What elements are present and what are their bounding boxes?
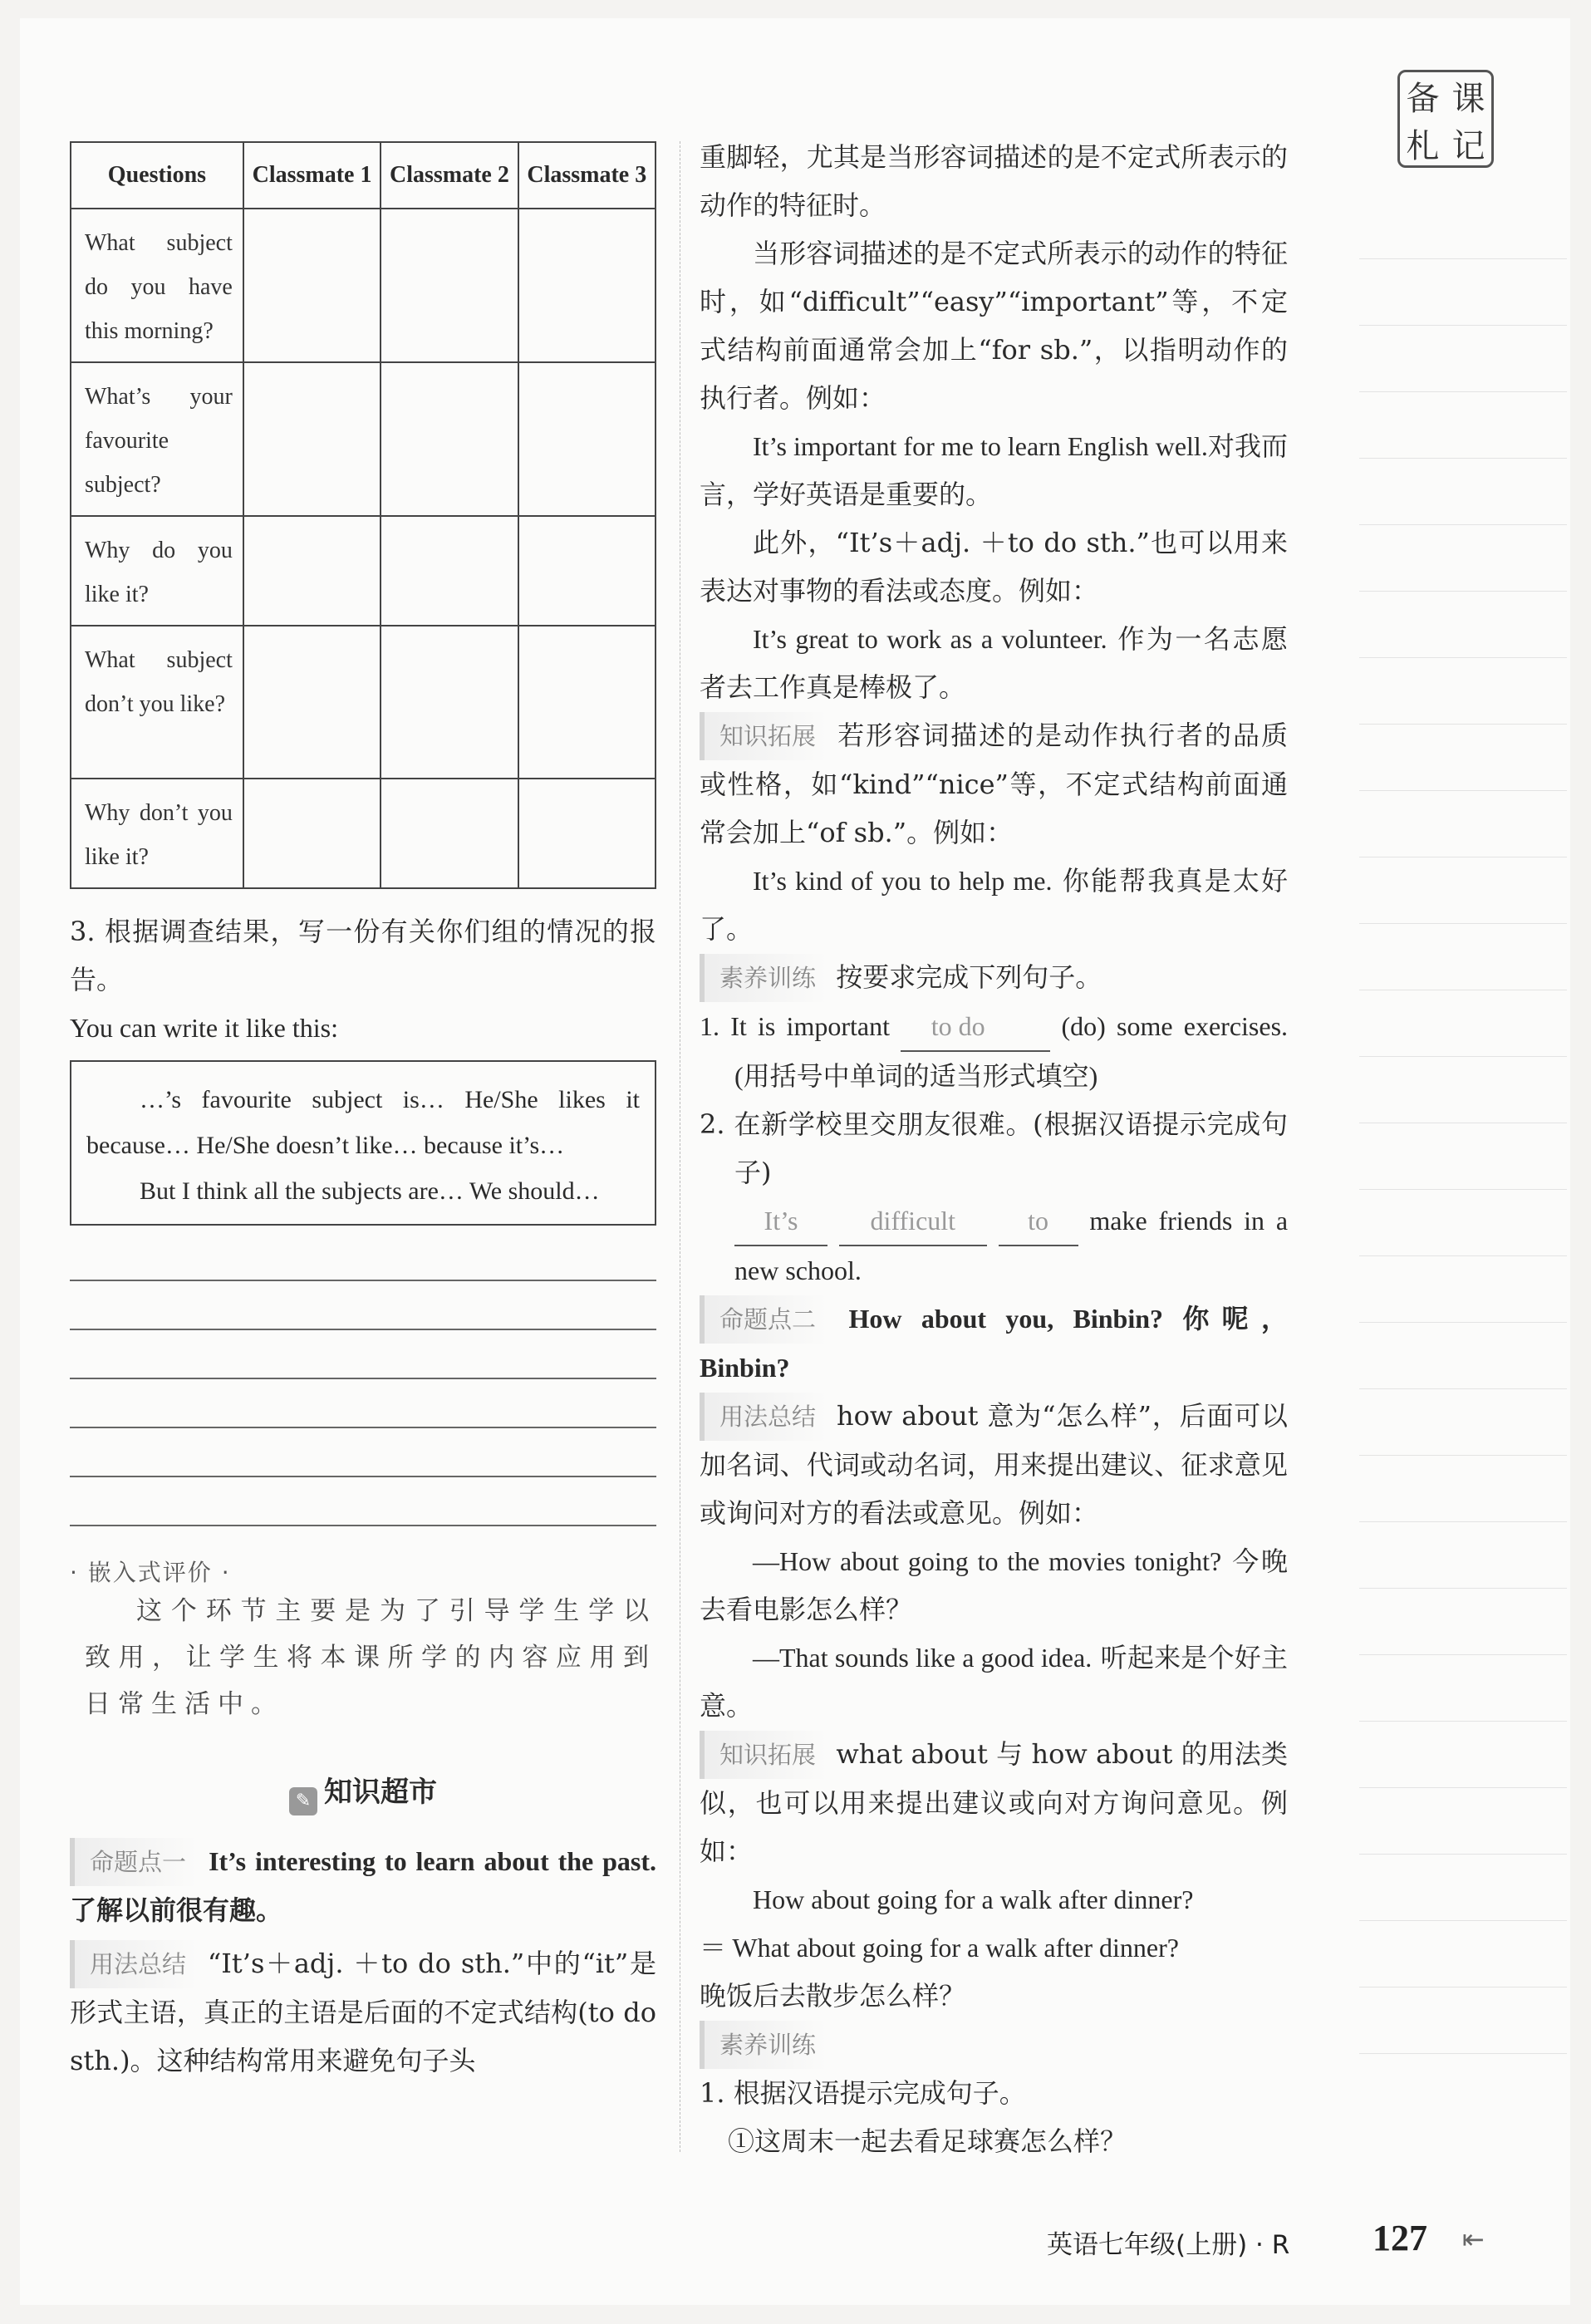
extension: 知识拓展 what about 与 how about 的用法类似，也可以用来提出建议或向对方询问意见。例如： [700, 1730, 1288, 1875]
left-column [70, 141, 656, 2085]
extension-tag: 知识拓展 [700, 712, 827, 760]
note-lines [1359, 193, 1567, 2104]
answer-cell[interactable] [518, 626, 656, 779]
example: ＝ What about going for a walk after dinner? [700, 1933, 1179, 1963]
answer-blank[interactable]: to [999, 1196, 1078, 1246]
book-title: 英语七年级(上册) · R [1047, 2230, 1290, 2260]
survey-table [70, 141, 656, 889]
table-row [71, 362, 656, 516]
exercise-1: 1. It is important to do (do) some exercises. (用括号中单词的适当形式填空) [700, 1002, 1288, 1100]
arrow-icon: ⇤ [1462, 2223, 1485, 2255]
point-tag: 命题点一 [70, 1838, 198, 1886]
header-classmate-1: Classmate 1 [243, 142, 381, 209]
table-row [71, 209, 656, 362]
dialog-line: —That sounds like a good idea. 听起来是个好主意。 [700, 1642, 1289, 1722]
badge-char: 记 [1451, 127, 1485, 165]
header-classmate-3: Classmate 3 [518, 142, 656, 209]
point1-usage [70, 1939, 656, 2085]
badge-char: 课 [1451, 80, 1485, 118]
header-questions: Questions [71, 142, 243, 209]
answer-cell[interactable] [243, 626, 381, 779]
shop-icon: ✎ [289, 1787, 317, 1815]
task3-lead: You can write it like this: [70, 1013, 338, 1043]
badge-char: 札 [1406, 127, 1440, 165]
exercise-2-answer: It’s difficult to make friends in a new school. [700, 1196, 1288, 1295]
example: It’s great to work as a volunteer. 作为一名志愿者去工作真是棒极了。 [700, 623, 1288, 703]
paragraph: 此外，“It’s＋adj. ＋to do sth.”也可以用来表达对事物的看法或态度。例如： [700, 527, 1288, 607]
answer-cell[interactable] [381, 209, 518, 362]
writing-lines[interactable] [70, 1232, 656, 1526]
answer-cell[interactable] [518, 362, 656, 516]
lesson-notes-badge [1397, 70, 1494, 168]
paragraph: 当形容词描述的是不定式所表示的动作的特征时，如“difficult”“easy”“important”等，不定式结构前面通常会加上“for sb.”，以指明动作的执行者。例如： [700, 238, 1288, 414]
answer-cell[interactable] [381, 362, 518, 516]
section-title: ✎ 知识超市 [70, 1769, 656, 1815]
extension: 知识拓展 若形容词描述的是动作执行者的品质或性格，如“kind”“nice”等，不定式结构前面通常会加上“of sb.”。例如： [700, 711, 1288, 857]
point2-header [700, 1295, 1288, 1392]
example: 晚饭后去散步怎么样？ [700, 1980, 966, 2012]
exercise-1-1: ①这周末一起去看足球赛怎么样？ [728, 2125, 1127, 2157]
model-line: But I think all the subjects are… We should… [140, 1177, 600, 1205]
table-row [71, 779, 656, 888]
training-tag: 素养训练 [700, 2021, 827, 2069]
answer-cell[interactable] [381, 779, 518, 888]
answer-cell[interactable] [243, 362, 381, 516]
model-line: …’s favourite subject is… He/She likes it because… He/She doesn’t like… because it’s… [86, 1086, 640, 1159]
answer-cell[interactable] [518, 209, 656, 362]
point2-usage: 用法总结 how about 意为“怎么样”，后面可以加名词、代词或动名词，用来提出建议、征求意见或询问对方的看法或意见。例如： [700, 1392, 1288, 1537]
exercise-1: 1. 根据汉语提示完成句子。 [700, 2077, 1026, 2109]
page-footer [997, 2217, 1512, 2258]
task3-instruction: 3. 根据调查结果，写一份有关你们组的情况的报告。 [70, 916, 656, 995]
answer-cell[interactable] [243, 209, 381, 362]
usage-tag: 用法总结 [700, 1393, 827, 1441]
table-row [71, 626, 656, 779]
question-cell: What’s your favourite subject? [71, 362, 243, 516]
right-column [700, 133, 1288, 2165]
model-text-box [70, 1060, 656, 1226]
question-cell: Why don’t you like it? [71, 779, 243, 888]
usage-tag: 用法总结 [70, 1940, 198, 1988]
usage-text: “It’s＋adj. ＋to do sth.”中的“it”是形式主语，真正的主语是后面的不定式结构(to do sth.)。这种结构常用来避免句子头 [70, 1948, 656, 2076]
point2-title: How about you, Binbin? 你呢，Binbin? [700, 1304, 1288, 1383]
question-cell: What subject don’t you like? [71, 626, 243, 779]
answer-blank[interactable]: to do [901, 1002, 1050, 1052]
example: How about going for a walk after dinner? [753, 1884, 1194, 1914]
answer-cell[interactable] [243, 516, 381, 626]
extension-tag: 知识拓展 [700, 1731, 827, 1779]
example: It’s important for me to learn English well.对我而言，学好英语是重要的。 [700, 430, 1288, 510]
dialog-line: —How about going to the movies tonight? 今晚去看电影怎么样？ [700, 1545, 1288, 1625]
header-classmate-2: Classmate 2 [381, 142, 518, 209]
training-tag: 素养训练 [700, 954, 827, 1002]
answer-cell[interactable] [243, 779, 381, 888]
page-number: 127 [1372, 2218, 1427, 2258]
badge-char: 备 [1406, 80, 1440, 118]
table-header-row [71, 142, 656, 209]
usage-continued: 重脚轻，尤其是当形容词描述的是不定式所表示的动作的特征时。 [700, 141, 1288, 221]
question-cell: What subject do you have this morning? [71, 209, 243, 362]
answer-cell[interactable] [518, 779, 656, 888]
training-header [700, 2020, 1288, 2069]
answer-cell[interactable] [518, 516, 656, 626]
answer-blank[interactable]: difficult [839, 1196, 987, 1246]
evaluation-text: 这个环节主要是为了引导学生学以致用，让学生将本课所学的内容应用到日常生活中。 [85, 1596, 656, 1719]
training-header: 素养训练 按要求完成下列句子。 [700, 953, 1288, 1002]
point-tag: 命题点二 [700, 1295, 827, 1344]
exercise-2: 2. 在新学校里交朋友很难。(根据汉语提示完成句子) [700, 1108, 1288, 1188]
evaluation-title: · 嵌入式评价 · [70, 1559, 231, 1586]
table-row [71, 516, 656, 626]
example: It’s kind of you to help me. 你能帮我真是太好了。 [700, 865, 1288, 945]
answer-cell[interactable] [381, 516, 518, 626]
answer-cell[interactable] [381, 626, 518, 779]
point1-header [70, 1837, 656, 1934]
answer-blank[interactable]: It’s [734, 1196, 827, 1246]
question-cell: Why do you like it? [71, 516, 243, 626]
point1-title: It’s interesting to learn about the past. 了解以前很有趣。 [70, 1846, 657, 1925]
